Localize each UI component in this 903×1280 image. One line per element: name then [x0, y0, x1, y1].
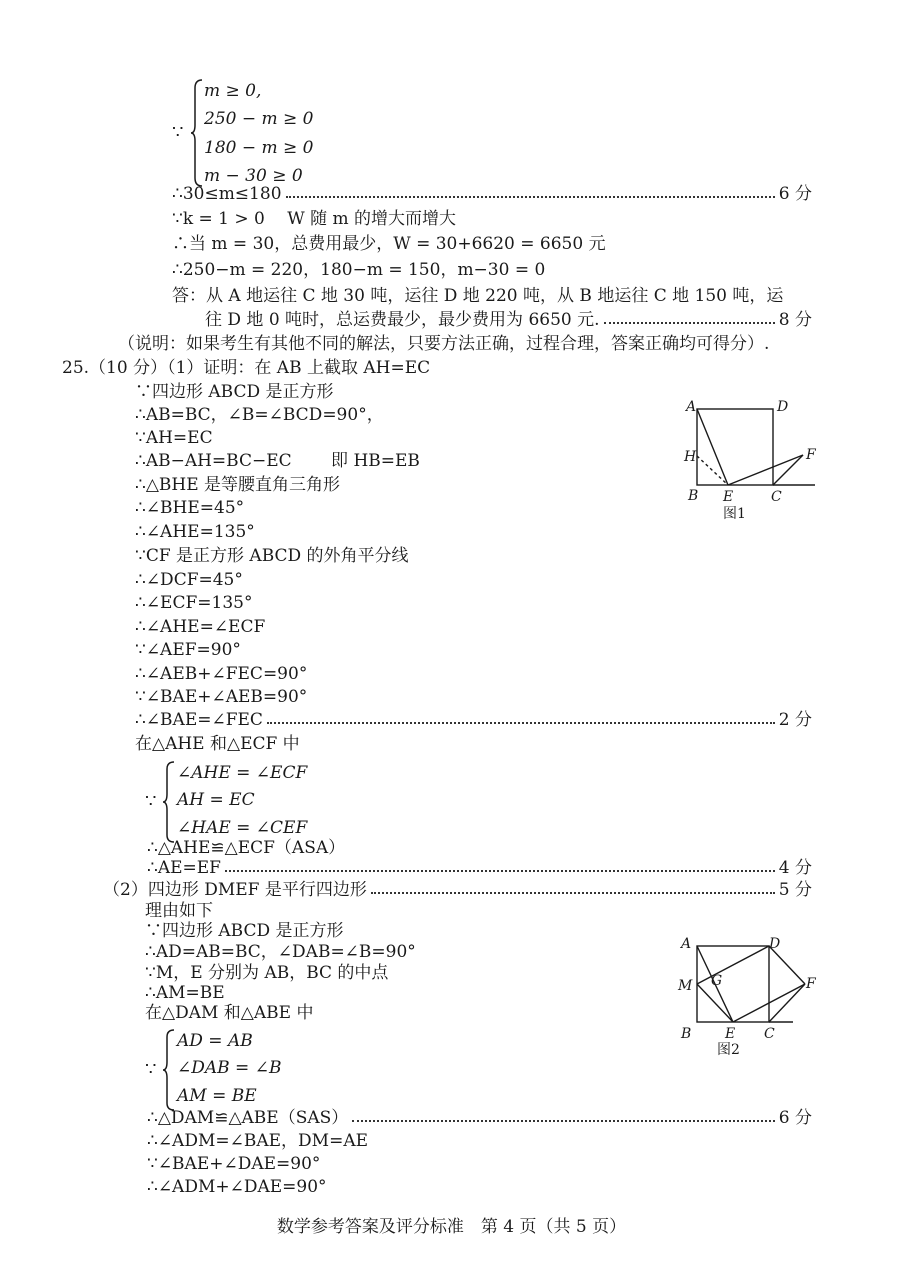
- text-line: ∵CF 是正方形 ABCD 的外角平分线: [135, 546, 409, 566]
- square-abcd: [697, 409, 773, 485]
- system-line-4: m − 30 ≥ 0: [204, 166, 303, 186]
- label-f: F: [806, 447, 816, 463]
- label-e: E: [725, 1026, 736, 1042]
- segment-cf: [773, 455, 803, 485]
- text-line: ∴∠AHE=135°: [135, 522, 255, 542]
- segment-ef: [728, 455, 803, 485]
- text-line: 理由如下: [145, 901, 213, 921]
- text-line: 在△AHE 和△ECF 中: [135, 734, 300, 754]
- problem-heading: 25.（10 分）（1）证明：在 AB 上截取 AH=EC: [62, 358, 431, 378]
- system-line-3: 180 − m ≥ 0: [204, 138, 314, 158]
- system-line-2: 250 − m ≥ 0: [204, 109, 314, 129]
- segment-ae: [697, 409, 728, 485]
- left-brace: [162, 1028, 176, 1112]
- text-line: ∵∠BAE+∠AEB=90°: [135, 687, 308, 707]
- since-symbol: ∵: [145, 791, 157, 812]
- system-line-1: ∠AHE = ∠ECF: [177, 763, 308, 783]
- text-line: ∵四边形 ABCD 是正方形: [135, 382, 334, 402]
- segment-he: [697, 456, 728, 485]
- system-line-3: ∠HAE = ∠CEF: [177, 818, 308, 838]
- note-line: （说明：如果考生有其他不同的解法，只要方法正确，过程合理，答案正确均可得分）.: [118, 334, 770, 354]
- square-abcd: [697, 946, 769, 1022]
- label-b: B: [681, 1026, 692, 1042]
- score: 8 分: [778, 310, 812, 330]
- text-line: ∴∠BHE=45°: [135, 498, 245, 518]
- text-line: ∴AM=BE: [145, 983, 225, 1003]
- figure-caption: 图1: [723, 506, 746, 522]
- label-g: G: [711, 973, 723, 989]
- label-a: A: [686, 399, 697, 415]
- figure-caption: 图2: [717, 1042, 740, 1058]
- system-line-3: AM = BE: [177, 1086, 257, 1106]
- score: 4 分: [778, 858, 812, 878]
- label-c: C: [771, 489, 782, 505]
- score-line: ∴△DAM≌△ABE（SAS） 6 分: [147, 1108, 812, 1128]
- score: 6 分: [778, 1108, 812, 1128]
- text-line: ∴250−m = 220，180−m = 150，m−30 = 0: [172, 260, 546, 280]
- system-line-2: AH = EC: [177, 790, 255, 810]
- score-line: ∴30≤m≤180 6 分: [172, 184, 812, 204]
- text-line: ∴△AHE≌△ECF（ASA）: [147, 838, 346, 858]
- text-line: ∵∠AEF=90°: [135, 640, 241, 660]
- label-d: D: [769, 936, 781, 952]
- text-line: ∴△BHE 是等腰直角三角形: [135, 475, 341, 495]
- text-line: ∴AD=AB=BC，∠DAB=∠B=90°: [145, 942, 416, 962]
- label-f: F: [806, 976, 816, 992]
- score: 2 分: [778, 710, 812, 730]
- text-line: ∴∠AEB+∠FEC=90°: [135, 664, 308, 684]
- score: 6 分: [778, 184, 812, 204]
- system-line-2: ∠DAB = ∠B: [177, 1058, 282, 1078]
- text-line: ∴∠ADM=∠BAE，DM=AE: [147, 1131, 369, 1151]
- label-h: H: [684, 449, 697, 465]
- segment-dm: [697, 946, 769, 984]
- page-footer: 数学参考答案及评分标准 第 4 页（共 5 页）: [276, 1217, 627, 1237]
- label-d: D: [777, 399, 789, 415]
- congruence-conditions: [145, 760, 365, 844]
- label-e: E: [723, 489, 734, 505]
- text-line: 在△DAM 和△ABE 中: [145, 1003, 314, 1023]
- text-line: ∵k = 1 > 0 W 随 m 的增大而增大: [172, 209, 457, 229]
- congruence-conditions: [145, 1028, 365, 1112]
- score: 5 分: [778, 880, 812, 900]
- segment-cf: [769, 984, 805, 1022]
- text-line: ∵AH=EC: [135, 428, 213, 448]
- figure-1: [675, 395, 825, 530]
- score-line: 往 D 地 0 吨时，总运费最少，最少费用为 6650 元. 8 分: [205, 310, 812, 330]
- text-line: ∵M，E 分别为 AB，BC 的中点: [145, 963, 389, 983]
- text-line: ∴∠DCF=45°: [135, 570, 243, 590]
- text-line: 答：从 A 地运往 C 地 30 吨，运往 D 地 220 吨，从 B 地运往 C 地 150 吨，运: [172, 286, 784, 306]
- left-brace: [162, 760, 176, 844]
- score-line: ∴∠BAE=∠FEC 2 分: [135, 710, 812, 730]
- segment-me: [697, 984, 733, 1022]
- left-brace: [190, 78, 204, 188]
- text-line: ∴∠ADM+∠DAE=90°: [147, 1177, 327, 1197]
- figure-2: [675, 932, 825, 1062]
- text-line: ∴当 m = 30，总费用最少，W = 30+6620 = 6650 元: [172, 234, 606, 254]
- system-line-1: m ≥ 0,: [204, 81, 262, 101]
- inequality-system: [172, 78, 372, 188]
- score-line: ∴AE=EF 4 分: [147, 858, 812, 878]
- text-line: ∴∠AHE=∠ECF: [135, 617, 266, 637]
- score-line: （2）四边形 DMEF 是平行四边形 5 分: [103, 880, 812, 900]
- text-line: ∵∠BAE+∠DAE=90°: [147, 1154, 321, 1174]
- text-line: ∴AB=BC，∠B=∠BCD=90°，: [135, 405, 384, 425]
- label-m: M: [678, 978, 693, 994]
- text-line: ∵四边形 ABCD 是正方形: [145, 921, 344, 941]
- since-symbol: ∵: [145, 1059, 157, 1080]
- label-c: C: [764, 1026, 775, 1042]
- text-line: ∴AB−AH=BC−EC 即 HB=EB: [135, 451, 420, 471]
- since-symbol: ∵: [172, 122, 184, 143]
- label-b: B: [688, 488, 699, 504]
- label-a: A: [681, 936, 692, 952]
- system-line-1: AD = AB: [177, 1031, 253, 1051]
- text-line: ∴∠ECF=135°: [135, 593, 253, 613]
